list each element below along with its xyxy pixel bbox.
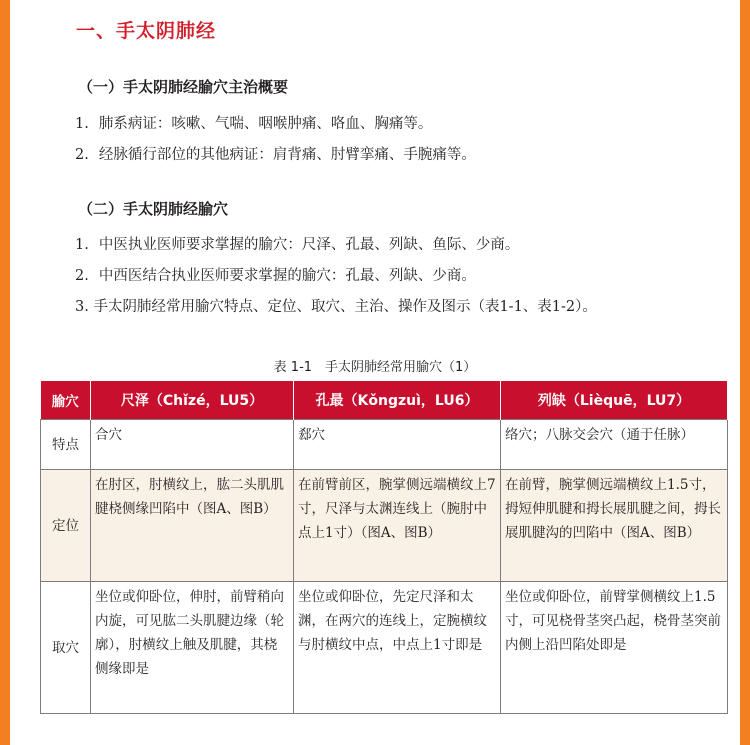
table-cell: 坐位或仰卧位，前臂掌侧横纹上1.5寸，可见桡骨茎突凸起，桡骨茎突前内侧上沿凹陷处即是 <box>501 582 728 714</box>
row-label: 取穴 <box>41 582 91 714</box>
paragraph-item-3: 3. 手太阴肺经常用腧穴特点、定位、取穴、主治、操作及图示（表1-1、表1-2）。 <box>75 299 597 315</box>
table-cell: 坐位或仰卧位，伸肘，前臂稍向内旋，可见肱二头肌腱边缘（轮廓），肘横纹上触及肌腱，其桡侧缘即是 <box>91 582 294 714</box>
list-number: 1. <box>75 237 89 253</box>
table-cell: 在前臂前区，腕掌侧远端横纹上7寸，尺泽与太渊连线上（腕肘中点上1寸）（图A、图B） <box>294 470 501 582</box>
table-cell: 在前臂，腕掌侧远端横纹上1.5寸，拇短伸肌腱和拇长展肌腱之间，拇长展肌腱沟的凹陷中（图A、图B） <box>501 470 728 582</box>
subsection-title-2: （二）手太阴肺经腧穴 <box>78 200 229 218</box>
table-cell: 合穴 <box>91 420 294 470</box>
list-item <box>75 266 476 286</box>
table-header-row <box>41 381 728 420</box>
page <box>10 0 740 745</box>
header-chize: 尺泽（Chǐzé，LU5） <box>91 381 294 420</box>
table-cell: 坐位或仰卧位，先定尺泽和太渊，在两穴的连线上，定腕横纹与肘横纹中点，中点上1寸即是 <box>294 582 501 714</box>
header-acupoint: 腧穴 <box>41 381 91 420</box>
table-cell: 络穴；八脉交会穴（通于任脉） <box>501 420 728 470</box>
table-row <box>41 470 728 582</box>
acupoint-table <box>40 381 728 714</box>
list-text: 中西医结合执业医师要求掌握的腧穴：孔最、列缺、少商。 <box>98 268 476 284</box>
list-number: 2. <box>75 268 89 284</box>
list-text: 中医执业医师要求掌握的腧穴：尺泽、孔最、列缺、鱼际、少商。 <box>98 237 520 253</box>
table-caption: 表 1-1 手太阴肺经常用腧穴（1） <box>273 360 477 375</box>
list-item <box>75 114 432 134</box>
table-row <box>41 420 728 470</box>
list-text: 肺系病证：咳嗽、气喘、咽喉肿痛、咯血、胸痛等。 <box>98 116 433 132</box>
table-row <box>41 582 728 714</box>
table-cell: 在肘区，肘横纹上，肱二头肌肌腱桡侧缘凹陷中（图A、图B） <box>91 470 294 582</box>
row-label: 特点 <box>41 420 91 470</box>
list-number: 2. <box>75 147 89 163</box>
table-cell: 郄穴 <box>294 420 501 470</box>
list-item <box>75 235 519 255</box>
list-text: 经脉循行部位的其他病证：肩背痛、肘臂挛痛、手腕痛等。 <box>98 147 476 163</box>
section-title: 一、手太阴肺经 <box>76 20 217 42</box>
list-number: 1. <box>75 116 89 132</box>
header-lieque: 列缺（Lièquē，LU7） <box>501 381 728 420</box>
list-item <box>75 145 476 165</box>
subsection-title-1: （一）手太阴肺经腧穴主治概要 <box>78 78 289 96</box>
row-label: 定位 <box>41 470 91 582</box>
header-kongzui: 孔最（Kǒngzuì，LU6） <box>294 381 501 420</box>
